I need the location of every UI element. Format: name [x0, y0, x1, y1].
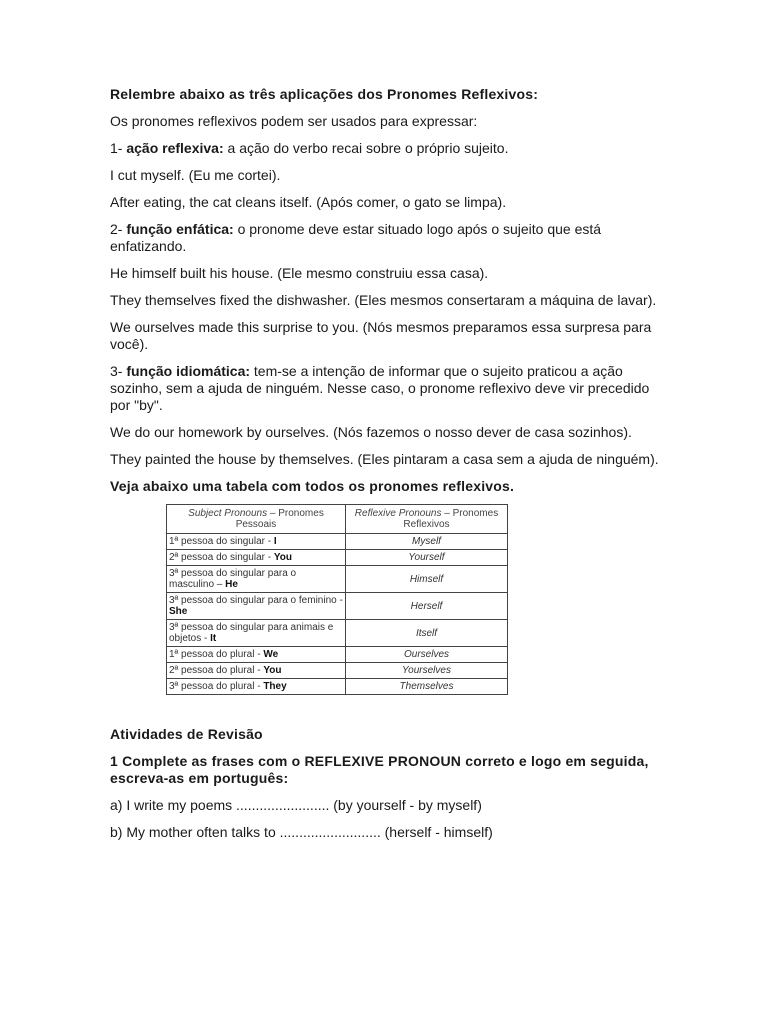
item-description: o pronome deve estar situado logo após o sujeito que está enfatizando.: [110, 221, 602, 254]
reflexive-cell: Herself: [346, 593, 508, 620]
table-row: [167, 647, 508, 663]
exercise-item-a: a) I write my poems ........................ (by yourself - by myself): [110, 797, 482, 813]
example-text: He himself built his house. (Ele mesmo construiu essa casa).: [110, 265, 489, 281]
section-heading: Relembre abaixo as três aplicações dos Pronomes Reflexivos:: [110, 86, 539, 102]
example-text: They themselves fixed the dishwasher. (Eles mesmos consertaram a máquina de lavar).: [110, 292, 657, 308]
item-term: função enfática:: [126, 221, 234, 237]
example-text: We ourselves made this surprise to you. (Nós mesmos preparamos essa surpresa para você).: [110, 319, 652, 352]
person-desc: 3ª pessoa do singular para o masculino –: [169, 568, 297, 590]
column-header-subject: [167, 505, 346, 534]
person-desc: 2ª pessoa do singular -: [169, 552, 274, 563]
subject-pronoun: It: [210, 633, 217, 644]
table-row: [167, 550, 508, 566]
item-number: 2-: [110, 221, 127, 237]
subject-pronoun: She: [169, 606, 188, 617]
person-desc: 3ª pessoa do singular para animais e objetos -: [169, 622, 334, 644]
document-page: [110, 86, 670, 851]
example-text: We do our homework by ourselves. (Nós fazemos o nosso dever de casa sozinhos).: [110, 424, 632, 440]
intro-text: Os pronomes reflexivos podem ser usados para expressar:: [110, 113, 478, 129]
person-desc: 3ª pessoa do singular para o feminino -: [169, 595, 343, 606]
header-italic: Subject Pronouns: [188, 508, 268, 519]
reflexive-cell: Myself: [346, 534, 508, 550]
person-cell: [167, 663, 346, 679]
table-row: [167, 566, 508, 593]
example-text: I cut myself. (Eu me cortei).: [110, 167, 281, 183]
item-term: função idiomática:: [126, 363, 251, 379]
reflexive-cell: Itself: [346, 620, 508, 647]
header-rest: – Pronomes Pessoais: [235, 508, 324, 530]
column-header-reflexive: [346, 505, 508, 534]
table-row: [167, 620, 508, 647]
person-cell: [167, 620, 346, 647]
table-row: [167, 534, 508, 550]
person-desc: 1ª pessoa do singular -: [169, 536, 274, 547]
item-description: a ação do verbo recai sobre o próprio sujeito.: [223, 140, 509, 156]
subject-pronoun: We: [263, 649, 279, 660]
subject-pronoun: You: [273, 552, 293, 563]
exercise-item-b: b) My mother often talks to .......................... (herself - himself): [110, 824, 493, 840]
reflexive-cell: Yourself: [346, 550, 508, 566]
subject-pronoun: He: [225, 579, 238, 590]
pronoun-table: [166, 504, 508, 695]
header-rest: – Pronomes Reflexivos: [403, 508, 499, 530]
table-row: [167, 679, 508, 695]
subject-pronoun: They: [263, 681, 287, 692]
example-text: They painted the house by themselves. (Eles pintaram a casa sem a ajuda de ninguém).: [110, 451, 659, 467]
item-number: 3-: [110, 363, 127, 379]
example-text: After eating, the cat cleans itself. (Após comer, o gato se limpa).: [110, 194, 507, 210]
item-reflexive-action: [110, 140, 670, 157]
header-italic: Reflexive Pronouns: [354, 508, 442, 519]
person-desc: 1ª pessoa do plural -: [169, 649, 264, 660]
table-intro: Veja abaixo uma tabela com todos os pronomes reflexivos.: [110, 478, 515, 494]
reflexive-cell: Yourselves: [346, 663, 508, 679]
reflexive-cell: Himself: [346, 566, 508, 593]
item-emphatic-function: [110, 221, 670, 255]
item-number: 1-: [110, 140, 127, 156]
person-desc: 3ª pessoa do plural -: [169, 681, 264, 692]
table-row: [167, 593, 508, 620]
table-header-row: [167, 505, 508, 534]
person-cell: [167, 647, 346, 663]
reflexive-cell: Ourselves: [346, 647, 508, 663]
reflexive-cell: Themselves: [346, 679, 508, 695]
item-term: ação reflexiva:: [126, 140, 224, 156]
person-cell: [167, 679, 346, 695]
person-cell: [167, 566, 346, 593]
activities-title: Atividades de Revisão: [110, 726, 263, 742]
exercise-1-title: 1 Complete as frases com o REFLEXIVE PRONOUN correto e logo em seguida, escreva-as em português:: [110, 753, 649, 786]
person-desc: 2ª pessoa do plural -: [169, 665, 264, 676]
subject-pronoun: I: [273, 536, 277, 547]
subject-pronoun: You: [263, 665, 282, 676]
person-cell: [167, 550, 346, 566]
person-cell: [167, 593, 346, 620]
person-cell: [167, 534, 346, 550]
item-idiomatic-function: [110, 363, 670, 414]
table-row: [167, 663, 508, 679]
item-description: tem-se a intenção de informar que o sujeito praticou a ação sozinho, sem a ajuda de ninguém. Nesse caso, o pronome reflexivo deve vir precedido por "by".: [110, 363, 650, 413]
pronoun-table-wrap: [166, 504, 508, 695]
